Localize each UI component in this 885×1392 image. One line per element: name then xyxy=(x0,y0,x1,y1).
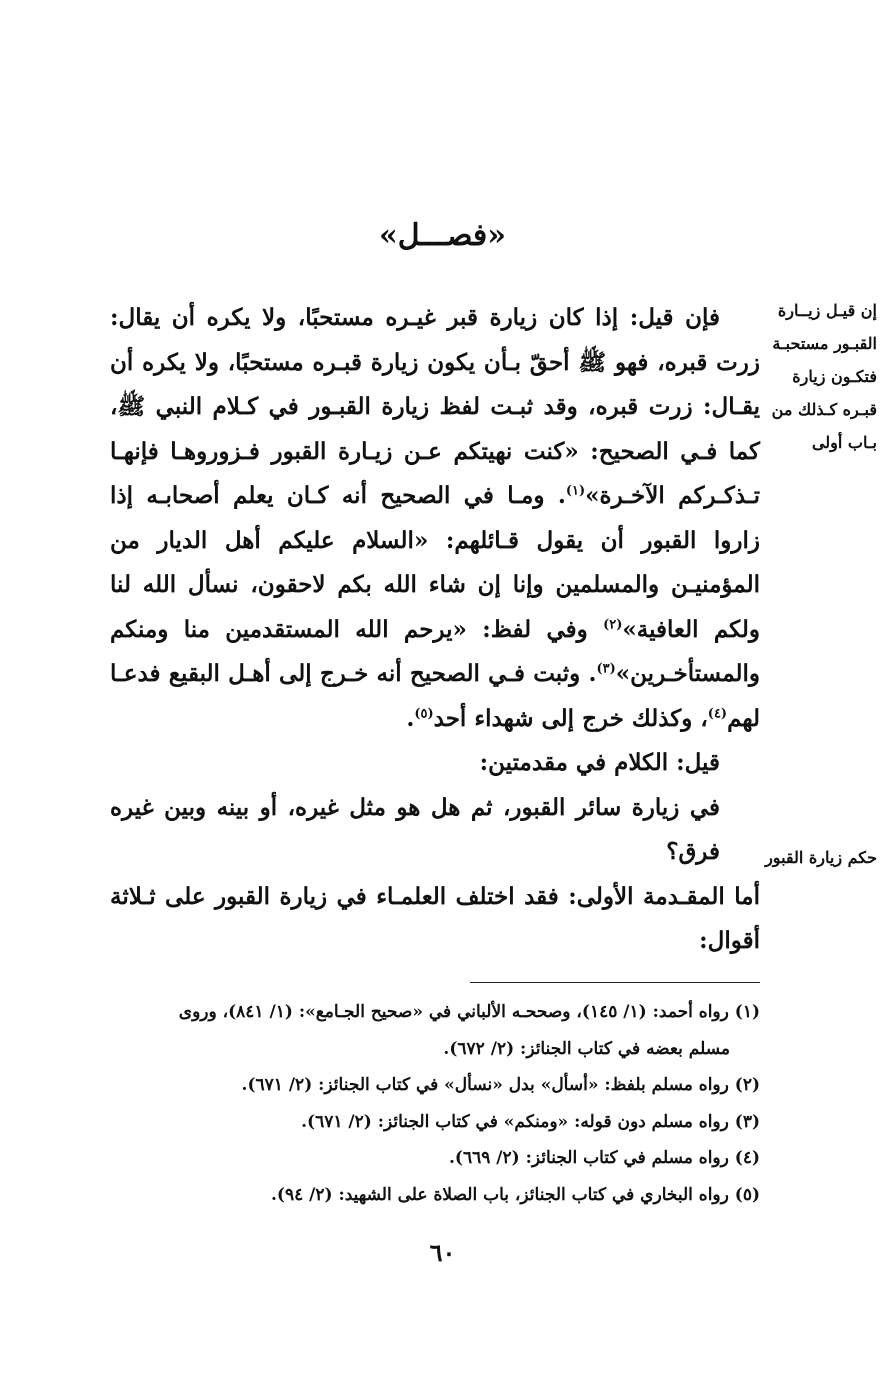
text-run: فإن قيل: إذا كان زيارة قبر غيـره مستحبًا، ولا يكره أن يقال: زرت قبره، فهو ﷺ أحقّ بـأن يكون زيارة قبـره مستحبًا، ولا يكره أن يقـال: زرت قبره، وقد ثبـت لفظ زيارة القبـور في كـلام النبي ﷺ، كما فـي الصحيح: «كنت نهيتكم عـن زيـارة القبور فـزوروهـا فإنهـا تـذكـركم الآخـرة» xyxy=(110,304,760,509)
paragraph-objection xyxy=(110,296,760,741)
text-run: . xyxy=(406,704,415,732)
footnotes xyxy=(110,994,760,1213)
text-run: . ومـا في الصحيح أنه كـان يعلم أصحابـه إذا زاروا القبور أن يقول قـائلهم: «السلام عليكم أهل الديار من المؤمنيـن والمسلمين وإنا إن شاء الله بكم لاحقون، نسأل الله لنا ولكم العافية» xyxy=(110,482,760,643)
footnote-divider xyxy=(470,982,760,983)
margin-note-ruling: حكم زيارة القبور xyxy=(765,848,877,867)
footnote-1-continued: مسلم بعضه في كتاب الجنائز: (٢/ ٦٧٢). xyxy=(443,1038,730,1059)
margin-note-text: إن قيـل زيــارة القبـور مستحبـة فتكـون زيارة قبـره كـذلك من بـاب أولى xyxy=(771,301,877,452)
footnote-ref-1[interactable]: (١) xyxy=(565,483,586,499)
footnote-3: (٣) رواه مسلم دون قوله: «ومنكم» في كتاب الجنائز: (٢/ ٦٧١). xyxy=(301,1111,760,1132)
main-text xyxy=(110,296,760,964)
footnote-ref-2[interactable]: (٢) xyxy=(603,616,623,632)
section-heading: «فصـــل» xyxy=(379,218,506,253)
footnote-1: (١) رواه أحمد: (١/ ١٤٥)، وصححـه الألباني في «صحيح الجـامع»: (١/ ٨٤١)، وروى xyxy=(178,1002,760,1022)
footnote-2: (٢) رواه مسلم بلفظ: «أسأل» بدل «نسأل» في كتاب الجنائز: (٢/ ٦٧١). xyxy=(241,1075,760,1095)
paragraph-premises: في زيارة سائر القبور، ثم هل هو مثل غيره، أو بينه وبين غيره فرق؟ xyxy=(110,793,720,865)
paragraph-first-premise: أما المقـدمة الأولى: فقد اختلف العلمـاء في زيارة القبور على ثـلاثة أقوال: xyxy=(110,882,760,954)
footnote-ref-3[interactable]: (٣) xyxy=(596,661,616,677)
margin-note-question xyxy=(757,294,877,459)
paragraph-answer-intro: قيل: الكلام في مقدمتين: xyxy=(479,749,720,776)
page-number: ٦٠ xyxy=(429,1238,456,1267)
text-run: ، وكذلك خرج إلى شهداء أحد xyxy=(433,704,708,732)
footnote-5: (٥) رواه البخاري في كتاب الجنائز، باب الصلاة على الشهيد: (٢/ ٩٤). xyxy=(271,1184,760,1205)
text-run: . وثبت فـي الصحيح أنه خـرج إلى أهـل البقيع فدعـا لهم xyxy=(110,660,760,732)
text-run: وفي لفظ: «يرحم الله المستقدمين منا ومنكم والمستأخـرين» xyxy=(110,615,760,687)
footnote-ref-5[interactable]: (٥) xyxy=(414,705,434,721)
footnote-4: (٤) رواه مسلم في كتاب الجنائز: (٢/ ٦٦٩). xyxy=(449,1148,760,1168)
footnote-ref-4[interactable]: (٤) xyxy=(707,705,728,721)
